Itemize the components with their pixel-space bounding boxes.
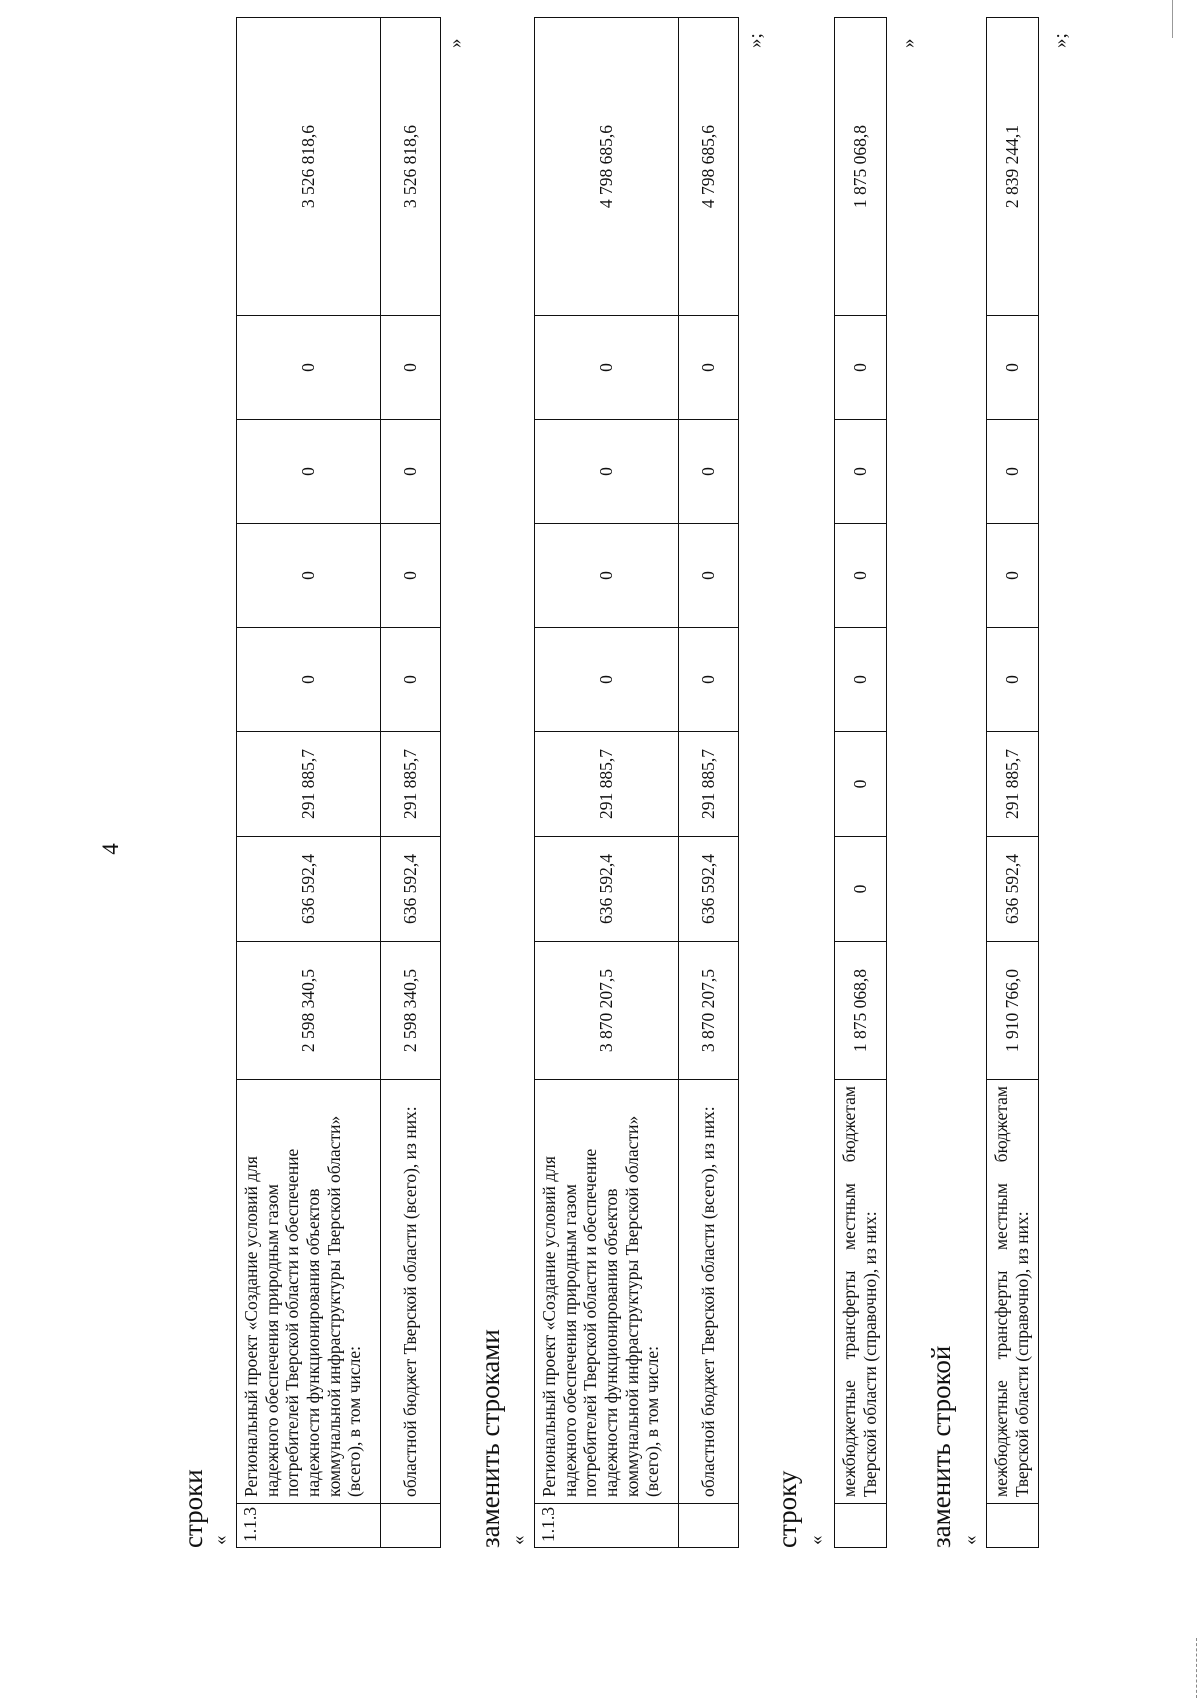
value-cell: 291 885,7: [535, 732, 679, 837]
instruction-row: строку: [772, 1470, 802, 1548]
value-cell: 0: [237, 524, 381, 628]
value-cell: 0: [835, 524, 887, 628]
table-row: [835, 18, 887, 1548]
closing-quote: »;: [745, 33, 766, 48]
total-cell: 4 798 685,6: [679, 18, 739, 316]
table-row: [237, 18, 381, 1548]
total-cell: 2 839 244,1: [987, 18, 1039, 316]
row-name: Региональный проект «Создание условий для надежного обеспечения природным газом потребителей Тверской области и обеспечение надежности функционирования объектов коммунальной инфраструктуры Тверской области» (всего), в том числе:: [237, 1080, 381, 1504]
row-name: областной бюджет Тверской области (всего), из них:: [679, 1080, 739, 1504]
value-cell: 0: [835, 628, 887, 732]
total-cell: 3 526 818,6: [237, 18, 381, 316]
row-name: межбюджетные трансферты местным бюджетам Тверской области (справочно), из них:: [987, 1080, 1039, 1504]
value-cell: 0: [535, 420, 679, 524]
budget-table-original: [236, 17, 441, 1548]
value-cell: 636 592,4: [381, 837, 441, 942]
instruction-replace-rows: заменить строками: [475, 1329, 505, 1548]
instruction-rows: строки: [178, 1469, 208, 1548]
transfer-table-replacement: [986, 17, 1039, 1548]
value-cell: 0: [381, 524, 441, 628]
table-row: [987, 18, 1039, 1548]
row-name: областной бюджет Тверской области (всего), из них:: [381, 1080, 441, 1504]
value-cell: 0: [535, 524, 679, 628]
opening-quote: «: [806, 1535, 827, 1545]
closing-quote: »: [898, 38, 919, 48]
value-cell: 291 885,7: [679, 732, 739, 837]
value-cell: 0: [237, 420, 381, 524]
value-cell: 0: [987, 420, 1039, 524]
table-row: [381, 18, 441, 1548]
value-cell: 0: [987, 316, 1039, 420]
row-number: [835, 1504, 887, 1548]
value-cell: 0: [679, 524, 739, 628]
value-cell: 291 885,7: [381, 732, 441, 837]
value-cell: 0: [835, 316, 887, 420]
value-cell: 636 592,4: [679, 837, 739, 942]
total-cell: 4 798 685,6: [535, 18, 679, 316]
table-row: [679, 18, 739, 1548]
value-cell: 0: [237, 316, 381, 420]
value-cell: 0: [679, 628, 739, 732]
transfer-table-original: [834, 17, 887, 1548]
value-cell: 0: [535, 316, 679, 420]
value-cell: 0: [381, 628, 441, 732]
value-cell: 636 592,4: [237, 837, 381, 942]
value-cell: 0: [835, 420, 887, 524]
row-number: [381, 1504, 441, 1548]
value-cell: 291 885,7: [237, 732, 381, 837]
value-cell: 0: [835, 837, 887, 942]
table-row: [535, 18, 679, 1548]
total-cell: 1 875 068,8: [835, 18, 887, 316]
value-cell: 0: [381, 420, 441, 524]
value-cell: 0: [679, 420, 739, 524]
row-number: [679, 1504, 739, 1548]
row-number: 1.1.3: [535, 1504, 679, 1548]
scan-edge-mark: [1196, 1638, 1197, 1698]
value-cell: 2 598 340,5: [381, 942, 441, 1080]
opening-quote: «: [210, 1535, 231, 1545]
value-cell: 1 910 766,0: [987, 942, 1039, 1080]
value-cell: 0: [835, 732, 887, 837]
budget-table-replacement: [534, 17, 739, 1548]
value-cell: 0: [535, 628, 679, 732]
value-cell: 0: [679, 316, 739, 420]
value-cell: 291 885,7: [987, 732, 1039, 837]
opening-quote: «: [508, 1535, 529, 1545]
page-number: 4: [98, 843, 123, 855]
value-cell: 0: [987, 524, 1039, 628]
row-name: межбюджетные трансферты местным бюджетам Тверской области (справочно), из них:: [835, 1080, 887, 1504]
value-cell: 3 870 207,5: [535, 942, 679, 1080]
total-cell: 3 526 818,6: [381, 18, 441, 316]
scan-edge-mark: [1172, 0, 1173, 38]
row-number: 1.1.3: [237, 1504, 381, 1548]
value-cell: 636 592,4: [535, 837, 679, 942]
value-cell: 0: [987, 628, 1039, 732]
value-cell: 1 875 068,8: [835, 942, 887, 1080]
closing-quote: »;: [1050, 33, 1071, 48]
instruction-replace-row: заменить строкой: [926, 1345, 956, 1548]
value-cell: 0: [237, 628, 381, 732]
row-number: [987, 1504, 1039, 1548]
value-cell: 3 870 207,5: [679, 942, 739, 1080]
value-cell: 0: [381, 316, 441, 420]
value-cell: 636 592,4: [987, 837, 1039, 942]
opening-quote: «: [960, 1535, 981, 1545]
closing-quote: »: [445, 38, 466, 48]
value-cell: 2 598 340,5: [237, 942, 381, 1080]
row-name: Региональный проект «Создание условий для надежного обеспечения природным газом потребителей Тверской области и обеспечение надежности функционирования объектов коммунальной инфраструктуры Тверской области» (всего), в том числе:: [535, 1080, 679, 1504]
